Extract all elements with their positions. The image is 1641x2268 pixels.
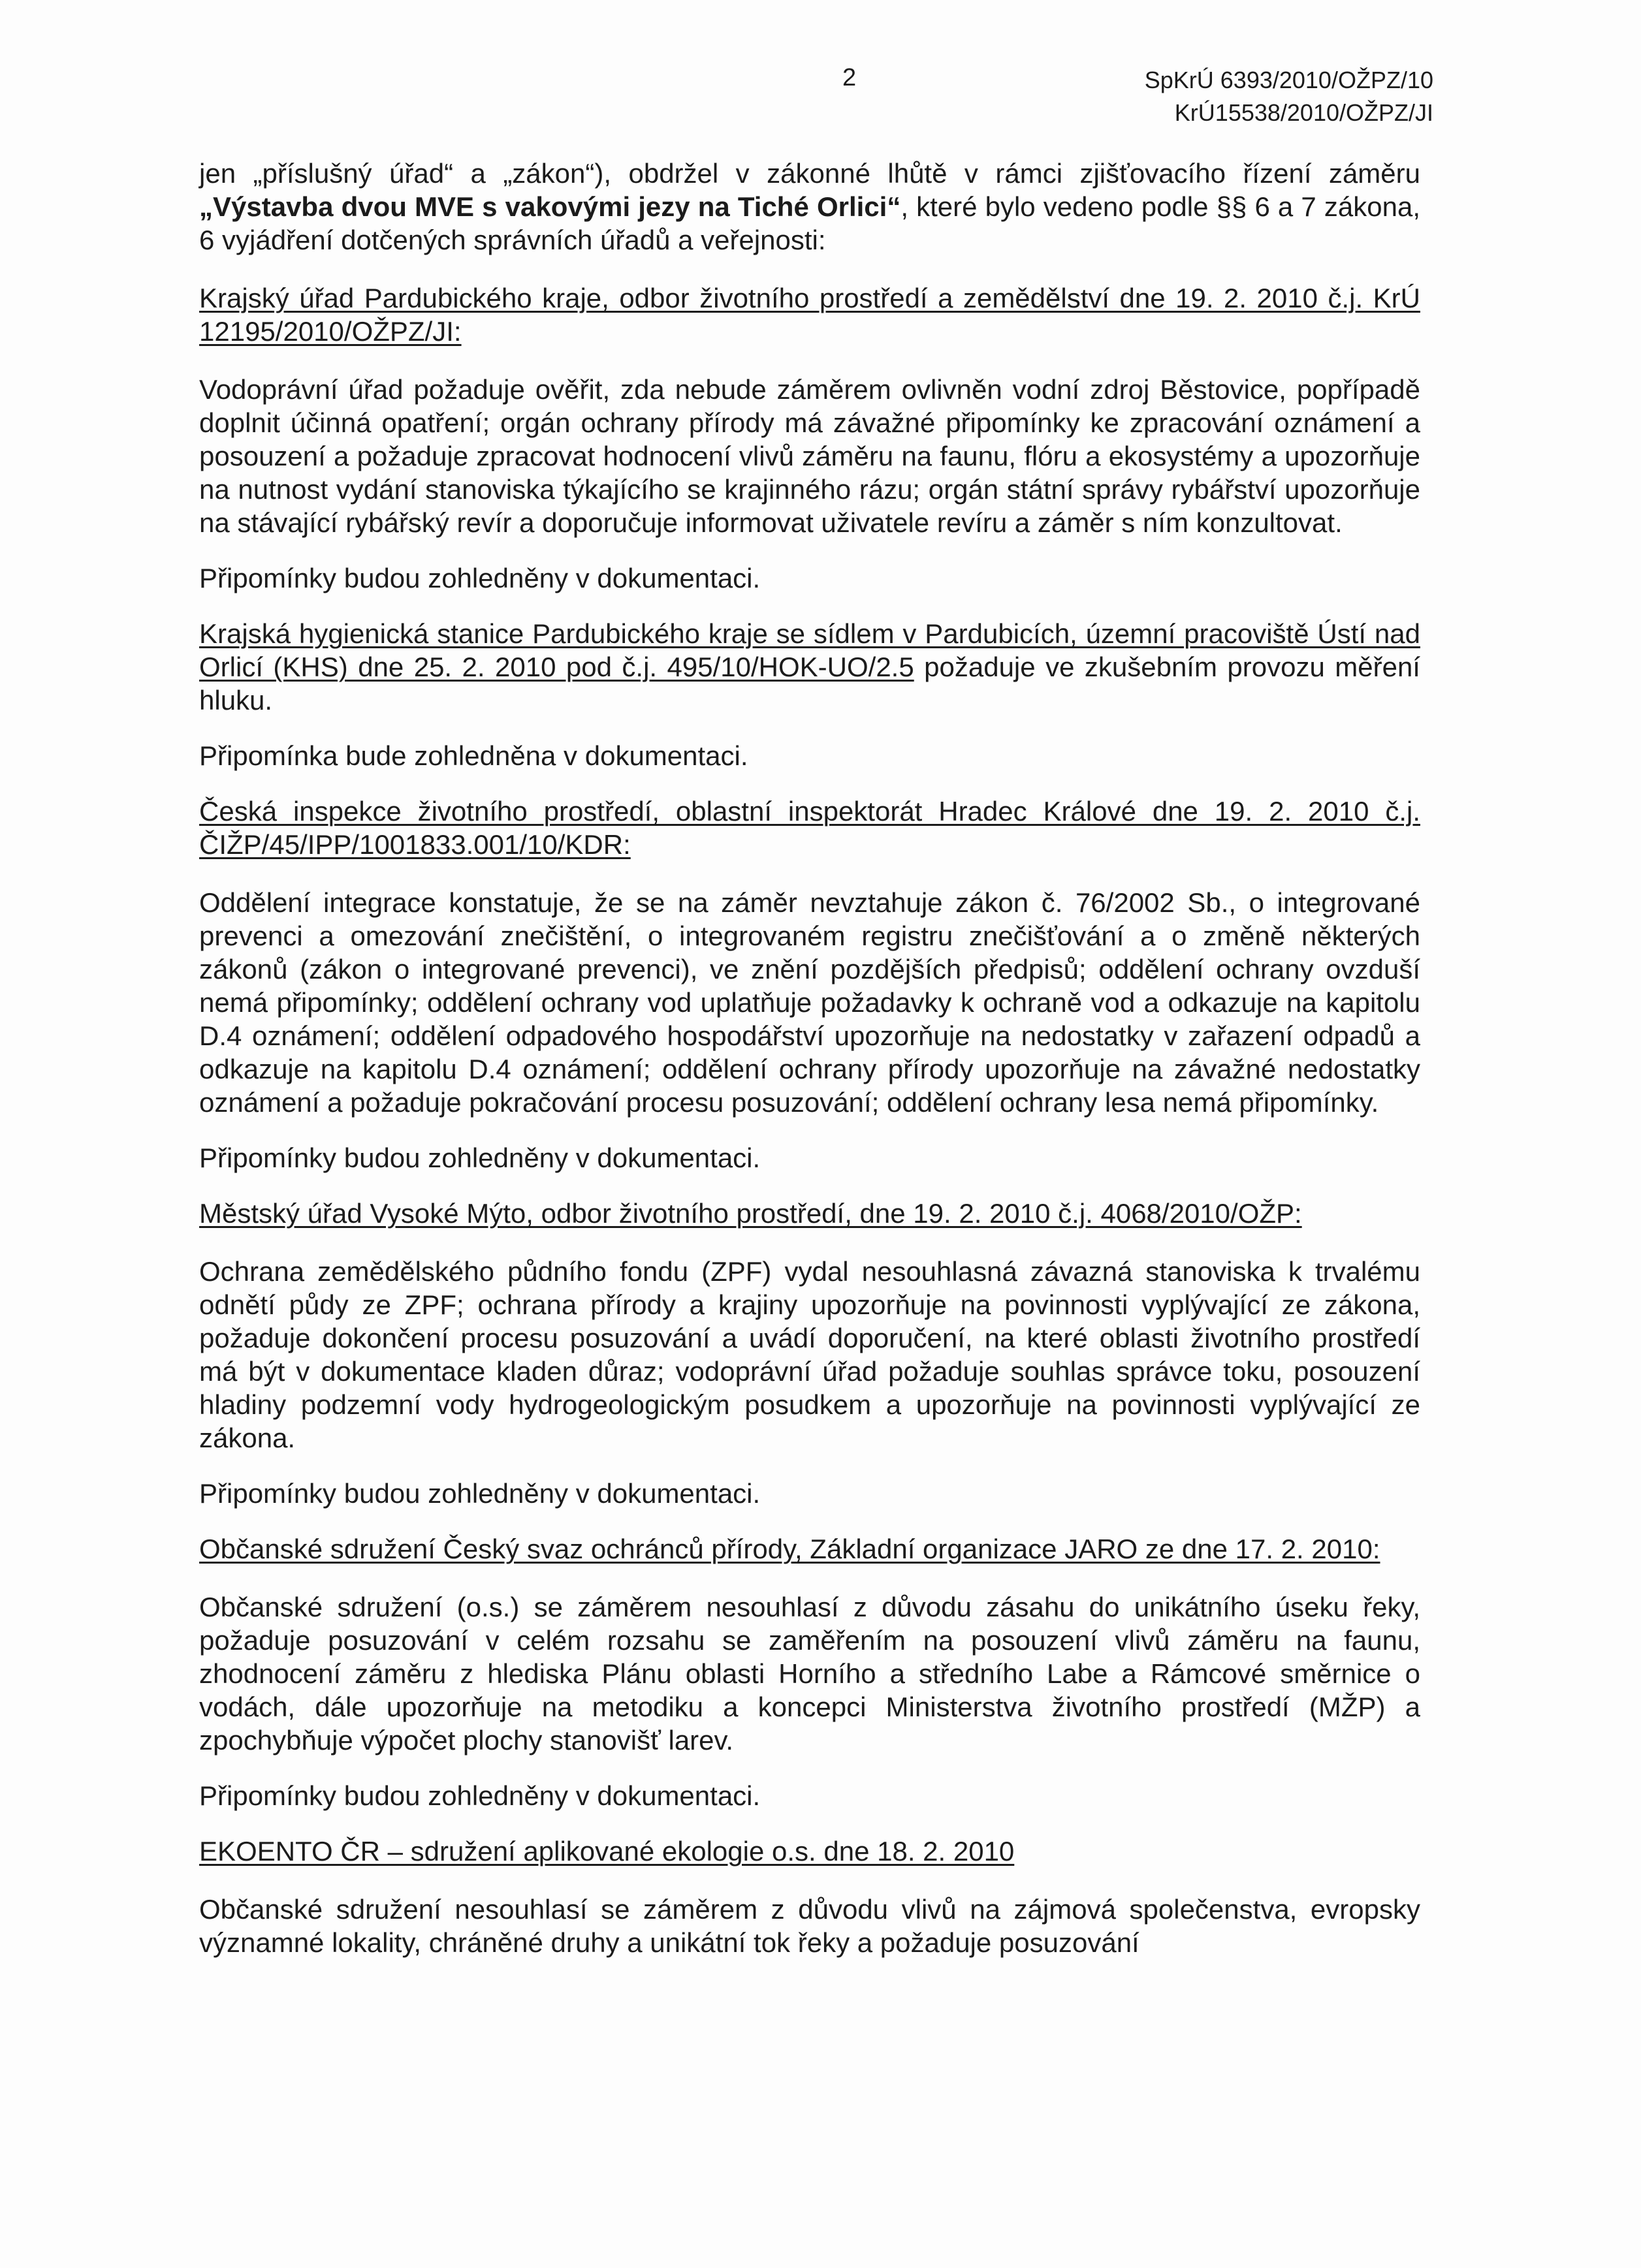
section-heading-krajsky-urad: Krajský úřad Pardubického kraje, odbor životního prostředí a zemědělství dne 19. 2. 2010 č.j. KrÚ 12195/2010/OŽPZ/JI: [199, 283, 1420, 347]
section-heading-khs: Krajská hygienická stanice Pardubického kraje se sídlem v Pardubicích, územní pracoviště Ústí nad Orlicí (KHS) dne 25. 2. 2010 pod č.j. 495/10/HOK-UO/2.5 [199, 618, 1420, 682]
section-body-csop-jaro: Občanské sdružení (o.s.) se záměrem nesouhlasí z důvodu zásahu do unikátního úseku řeky, požaduje posuzování v celém rozsahu se zaměřením na posouzení vlivů záměru na faunu, zhodnocení záměru z hlediska Plánu oblasti Horního a středního Labe a Rámcové směrnice o vodách, dále upozorňuje na metodiku a koncepci Ministerstva životního prostředí (MŽP) a zpochybňuje výpočet plochy stanovišť larev. [199, 1592, 1420, 1756]
intro-text-after: , které bylo vedeno podle §§ 6 a 7 zákona, 6 vyjádření dotčených správních úřadů a veřejnosti: [199, 191, 1420, 255]
intro-paragraph [199, 157, 1420, 257]
project-name: „Výstavba dvou MVE s vakovými jezy na Tiché Orlici“ [199, 191, 901, 222]
intro-text-before: jen „příslušný úřad“ a „zákon“), obdržel v zákonné lhůtě v rámci zjišťovacího řízení záměru [199, 158, 1420, 189]
section-note-mu-vysoke-myto: Připomínky budou zohledněny v dokumentaci. [199, 1478, 761, 1509]
reference-line-1: SpKrÚ 6393/2010/OŽPZ/10 [1144, 67, 1433, 93]
section-body-cizp: Oddělení integrace konstatuje, že se na záměr nevztahuje zákon č. 76/2002 Sb., o integrované prevenci a omezování znečištění, o integrovaném registru znečišťování a o změně některých zákonů (zákon o integrované prevenci), ve znění pozdějších předpisů; oddělení ochrany ovzduší nemá připomínky; oddělení ochrany vod uplatňuje požadavky k ochraně vod a odkazuje na kapitolu D.4 oznámení; oddělení odpadového hospodářství upozorňuje na nedostatky v zařazení odpadů a odkazuje na kapitolu D.4 oznámení; oddělení ochrany přírody upozorňuje na závažné nedostatky oznámení a požaduje pokračování procesu posuzování; oddělení ochrany lesa nemá připomínky. [199, 887, 1420, 1118]
reference-line-2: KrÚ15538/2010/OŽPZ/JI [1174, 99, 1433, 126]
section-body-mu-vysoke-myto: Ochrana zemědělského půdního fondu (ZPF) vydal nesouhlasná závazná stanoviska k trvalému odnětí půdy ze ZPF; ochrana přírody a krajiny upozorňuje na povinnosti vyplývající ze zákona, požaduje dokončení procesu posuzování a uvádí doporučení, na které oblasti životního prostředí má být v dokumentace kladen důraz; vodoprávní úřad požaduje souhlas správce toku, posouzení hladiny podzemní vody hydrogeologickým posudkem a upozorňuje na povinnosti vyplývající ze zákona. [199, 1256, 1420, 1453]
section-body-ekoento: Občanské sdružení nesouhlasí se záměrem z důvodu vlivů na zájmová společenstva, evropsky významné lokality, chráněné druhy a unikátní tok řeky a požaduje posuzování [199, 1894, 1420, 1958]
section-khs-paragraph [199, 617, 1420, 717]
section-heading-tail-khs: požaduje ve zkušebním provozu měření hluku. [199, 652, 1420, 716]
section-note-krajsky-urad: Připomínky budou zohledněny v dokumentaci. [199, 563, 761, 593]
page-number: 2 [842, 64, 857, 91]
document-body [199, 157, 1420, 1959]
section-heading-ekoento: EKOENTO ČR – sdružení aplikované ekologie o.s. dne 18. 2. 2010 [199, 1836, 1015, 1866]
reference-numbers [1145, 64, 1433, 129]
section-heading-csop-jaro: Občanské sdružení Český svaz ochránců přírody, Základní organizace JARO ze dne 17. 2. 2010: [199, 1534, 1380, 1564]
section-heading-mu-vysoke-myto: Městský úřad Vysoké Mýto, odbor životního prostředí, dne 19. 2. 2010 č.j. 4068/2010/OŽP: [199, 1198, 1302, 1229]
section-note-csop-jaro: Připomínky budou zohledněny v dokumentaci. [199, 1780, 761, 1811]
section-note-cizp: Připomínky budou zohledněny v dokumentaci. [199, 1142, 761, 1173]
section-heading-cizp: Česká inspekce životního prostředí, oblastní inspektorát Hradec Králové dne 19. 2. 2010 č.j. ČIŽP/45/IPP/1001833.001/10/KDR: [199, 796, 1420, 860]
section-note-khs: Připomínka bude zohledněna v dokumentaci. [199, 740, 748, 771]
section-body-krajsky-urad: Vodoprávní úřad požaduje ověřit, zda nebude záměrem ovlivněn vodní zdroj Běstovice, popřípadě doplnit účinná opatření; orgán ochrany přírody má závažné připomínky ke zpracování oznámení a posouzení a požaduje zpracovat hodnocení vlivů záměru na faunu, flóru a ekosystémy a upozorňuje na nutnost vydání stanoviska týkajícího se krajinného rázu; orgán státní správy rybářství upozorňuje na stávající rybářský revír a doporučuje informovat uživatele revíru a záměr s ním konzultovat. [199, 374, 1420, 538]
